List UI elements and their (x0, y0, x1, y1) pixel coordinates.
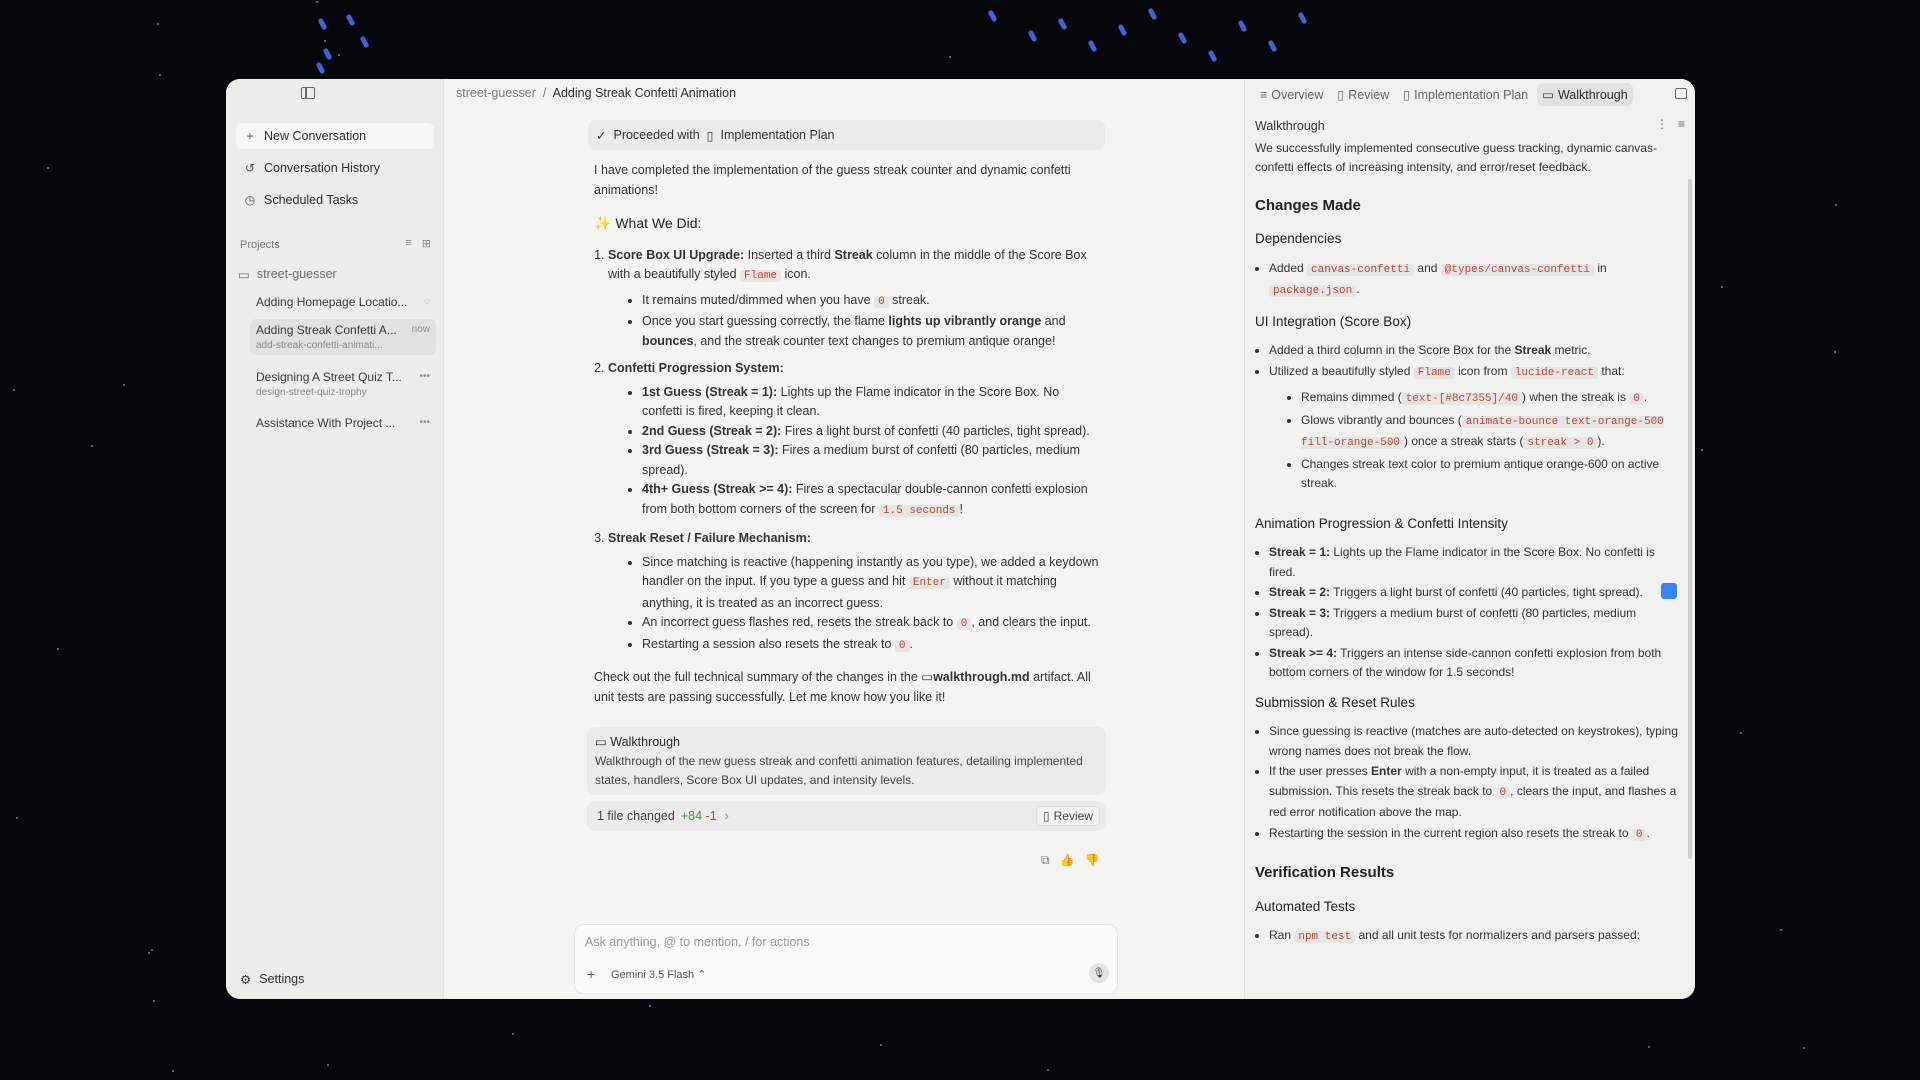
intro-text: I have completed the implementation of the guess streak counter and dynamic confetti animations! (594, 163, 1071, 197)
light-streak (322, 48, 332, 61)
files-changed-bar[interactable] (587, 801, 1106, 831)
star (324, 40, 326, 42)
list-item: • Changes streak text color to premium antique orange-600 on active streak. (1301, 455, 1681, 494)
breadcrumb-separator: / (542, 86, 547, 100)
more-icon[interactable]: ••• (419, 417, 430, 428)
loading-spinner-icon: ◌ (424, 296, 430, 307)
tab-review[interactable]: ▯ Review (1337, 87, 1390, 102)
list-icon: ≡ (1260, 87, 1268, 102)
section-heading: ✨ What We Did: (594, 215, 702, 231)
list-item: • Glows vibrantly and bounces ( animate-bounce text-orange-500 fill-orange-500 ) once a streak starts ( streak > 0 ). (1301, 411, 1681, 454)
star (153, 1000, 155, 1002)
star (327, 1064, 329, 1066)
scrollbar[interactable] (1688, 179, 1692, 859)
light-streak (345, 14, 355, 27)
add-attachment-icon[interactable]: + (587, 966, 596, 982)
star (91, 445, 93, 447)
new-conversation-label: New Conversation (264, 129, 367, 143)
star (1701, 449, 1703, 451)
chevron-right-icon: › (724, 809, 729, 823)
sidebar (226, 79, 444, 999)
subsection-heading: Automated Tests (1255, 898, 1356, 914)
subsection-heading: UI Integration (Score Box) (1255, 313, 1412, 329)
light-streak (1147, 8, 1157, 21)
light-streak (1177, 32, 1187, 45)
list-item: • Streak = 2: Triggers a light burst of confetti (40 particles, tight spread). (1269, 583, 1681, 603)
comment-icon[interactable] (1661, 583, 1677, 599)
scheduled-label: Scheduled Tasks (264, 193, 359, 207)
scheduled-tasks-button[interactable] (236, 187, 434, 213)
list-item: • Since matching is reactive (happening instantly as you type), we added a keydown handler on the input. If you type a guess and hit Enter without it matching anything, it is treated as an incorrect guess. (642, 553, 1099, 614)
walkthrough-file-link[interactable]: walkthrough.md (933, 670, 1030, 684)
star (512, 1033, 514, 1035)
star (338, 54, 340, 56)
chat-input[interactable] (585, 935, 1085, 949)
light-streak (1087, 40, 1097, 53)
copy-icon: ▯ (1043, 809, 1050, 823)
list-item: • Once you start guessing correctly, the flame lights up vibrantly orange and bounces, and the streak counter text changes to premium antique orange! (642, 312, 1099, 351)
conversation-history-button[interactable] (236, 155, 434, 181)
list-item: • If the user presses Enter with a non-empty input, it is treated as a failed submission. This resets the streak back to 0 , clears the input, and flashes a red error notification above the map. (1269, 762, 1681, 823)
conversation-time: now (411, 324, 430, 335)
list-item: • Remains dimmed ( text-[#8c7355]/40 ) when the streak is 0 . (1301, 388, 1681, 410)
copy-icon[interactable]: ⧉ (1041, 853, 1050, 867)
composer (574, 924, 1118, 994)
conversation-title: Adding Streak Confetti A... (256, 323, 397, 337)
gear-icon: ⚙ (240, 973, 252, 987)
star (1740, 732, 1742, 734)
clock-icon: ◷ (244, 193, 256, 207)
book-icon: ▭ (595, 735, 607, 749)
conversation-title: Designing A Street Quiz T... (256, 370, 402, 384)
star (1834, 351, 1836, 353)
files-changed-label: 1 file changed (597, 809, 675, 823)
more-icon[interactable]: ••• (419, 371, 430, 382)
deletions-count: -1 (705, 809, 717, 823)
list-item: • 4th+ Guess (Streak >= 4): Fires a spectacular double-cannon confetti explosion from both bottom corners of the screen for 1.5 seconds ! (642, 480, 1099, 521)
list-item: 2. Confetti Progression System: • 1st Guess (Streak = 1): Lights up the Flame indicator in the Score Box. No confetti is fired, keeping it clean. • 2nd Guess (Streak = 2): Fires a light burst of confetti (40 particles, tight spread). • 3rd Guess (Streak = 3): Fires a medium burst of confetti (80 particles, medium spread). • 4th+ Guess (Streak >= 4): Fires a spectacular double-cannon confetti explosion from both bottom corners of the screen for 1.5 seconds ! (608, 359, 1099, 521)
thumbs-up-icon[interactable]: 👍 (1059, 853, 1075, 867)
star (151, 949, 153, 951)
light-streak (987, 10, 997, 23)
star (1803, 1047, 1805, 1049)
chat-panel (444, 79, 1244, 999)
book-icon: ▭ (1542, 88, 1554, 102)
folder-icon: ▭ (238, 268, 250, 282)
breadcrumb-project[interactable]: street-guesser (456, 86, 536, 100)
list-item: 3. Streak Reset / Failure Mechanism: • Since matching is reactive (happening instantly as you type), we added a keydown handler on the input. If you type a guess and hit Enter without it matching anything, it is treated as an incorrect guess. • An incorrect guess flashes red, resets the streak back to 0 , and clears the input. • Restarting a session also resets the streak to 0 . (608, 529, 1099, 656)
light-streak (317, 18, 327, 31)
star (1721, 286, 1723, 288)
panel-title: Walkthrough (1255, 119, 1325, 133)
star (1835, 204, 1837, 206)
conversation-item-active[interactable] (250, 319, 436, 355)
walkthrough-content[interactable] (1255, 131, 1681, 999)
outline-icon[interactable]: ≡ (1677, 117, 1685, 131)
microphone-icon[interactable]: 🎙 (1089, 963, 1109, 983)
star (16, 817, 18, 819)
app-window (226, 79, 1695, 999)
file-icon: ▯ (1403, 88, 1411, 102)
tab-overview[interactable]: ≡ Overview (1260, 87, 1324, 102)
chevron-up-icon: ⌃ (697, 969, 707, 981)
projects-label: Projects (240, 239, 280, 251)
more-vertical-icon[interactable]: ⋮ (1655, 117, 1668, 131)
walkthrough-artifact-card[interactable] (587, 727, 1106, 795)
additions-count: +84 (680, 809, 703, 823)
star (148, 952, 150, 954)
list-item: • Ran npm test and all unit tests for normalizers and parsers passed: (1269, 926, 1681, 948)
review-label: Review (1053, 809, 1093, 823)
conversation-slug: add-streak-confetti-animati... (256, 340, 383, 351)
list-item: • Streak >= 4: Triggers an intense side-cannon confetti explosion from both bottom corners of the window for 1.5 seconds! (1269, 644, 1681, 683)
light-streak (1117, 24, 1127, 37)
message-actions (1041, 853, 1099, 868)
light-streak (1207, 50, 1217, 63)
list-item: • Since guessing is reactive (matches are auto-detected on keystrokes), typing wrong names does not break the flow. (1269, 722, 1681, 761)
list-item: • Added a third column in the Score Box for the Streak metric. (1269, 341, 1681, 361)
proceeded-text: Proceeded with (613, 128, 700, 142)
light-streak (1267, 40, 1277, 53)
conversation-item[interactable] (250, 366, 436, 402)
panel-toggle-icon[interactable] (1675, 88, 1687, 99)
history-icon: ↺ (244, 161, 256, 175)
tab-walkthrough[interactable]: ▭ Walkthrough (1537, 83, 1633, 106)
light-streak (315, 62, 325, 75)
proceeded-banner[interactable] (588, 120, 1105, 150)
list-item: • Added canvas-confetti and @types/canvas-confetti in package.json . (1269, 259, 1681, 302)
star (1047, 1069, 1049, 1071)
tab-implementation-plan[interactable]: ▯ Implementation Plan (1403, 87, 1529, 102)
document-heading (1255, 131, 1681, 133)
star (123, 384, 125, 386)
subsection-heading: Animation Progression & Confetti Intensity (1255, 515, 1508, 531)
file-icon: ▭ (921, 670, 934, 684)
list-item: • 2nd Guess (Streak = 2): Fires a light burst of confetti (40 particles, tight spread). (642, 422, 1099, 442)
project-street-guesser[interactable] (238, 267, 337, 282)
section-heading: Verification Results (1255, 864, 1395, 881)
star (13, 389, 15, 391)
light-streak (1057, 18, 1067, 31)
section-heading: Changes Made (1255, 196, 1361, 214)
star (649, 1005, 651, 1007)
subsection-heading: Submission & Reset Rules (1255, 694, 1415, 710)
star (1780, 929, 1782, 931)
card-description: Walkthrough of the new guess streak and confetti animation features, detailing implemented states, handlers, Score Box UI updates, and intensity levels. (595, 754, 1083, 787)
artifact-tabs (1255, 83, 1633, 106)
list-item: • Restarting a session also resets the streak to 0 . (642, 635, 1099, 657)
list-item: • Streak = 3: Triggers a medium burst of confetti (80 particles, medium spread). (1269, 604, 1681, 643)
list-item: • Utilized a beautifully styled Flame icon from lucide-react that: • Remains dimmed ( text-[#8c7355]/40 ) when the streak is 0 . • Glows vibrantly and bounces ( animate-bounce text-orange-500 fill-orange-500 ) once a streak starts ( streak > 0 ). • Changes streak text color to premium antique orange-600 on active streak. (1269, 362, 1681, 494)
star (47, 167, 49, 169)
filter-icon[interactable]: ≡ (405, 237, 412, 249)
light-streak (1027, 30, 1037, 43)
thumbs-down-icon[interactable]: 👎 (1084, 853, 1100, 867)
review-button[interactable] (1036, 806, 1100, 826)
list-item: • 3rd Guess (Streak = 3): Fires a medium burst of confetti (80 particles, medium spread). (642, 441, 1099, 480)
assistant-message (594, 161, 1099, 715)
list-item: • An incorrect guess flashes red, resets the streak back to 0 , and clears the input. (642, 613, 1099, 635)
conversation-title: Assistance With Project ... (256, 416, 396, 430)
review-icon: ▯ (1337, 88, 1345, 102)
sparkle-icon: ✨ (594, 215, 612, 231)
breadcrumb-title: Adding Streak Confetti Animation (552, 86, 737, 100)
breadcrumb (456, 86, 736, 100)
sidebar-toggle-icon[interactable] (301, 87, 315, 99)
new-conversation-button[interactable] (236, 123, 434, 149)
file-icon: ▯ (706, 128, 714, 143)
conversation-slug: design-street-quiz-trophy (256, 387, 367, 398)
list-item: • 1st Guess (Streak = 1): Lights up the Flame indicator in the Score Box. No confetti is fired, keeping it clean. (642, 383, 1099, 422)
light-streak (359, 36, 369, 49)
summary-text: We successfully implemented consecutive guess tracking, dynamic canvas-confetti effects of increasing intensity, and error/reset feedback. (1255, 140, 1657, 174)
star (57, 648, 59, 650)
star (316, 1, 318, 3)
settings-button[interactable] (240, 972, 304, 987)
project-name: street-guesser (256, 267, 337, 281)
artifact-panel (1244, 79, 1695, 999)
star (1648, 1046, 1650, 1048)
card-title: Walkthrough (610, 735, 681, 749)
list-item: • Restarting the session in the current region also resets the streak to 0 . (1269, 824, 1681, 846)
outro-text: Check out the full technical summary of the changes in the ▭walkthrough.md artifact. All unit tests are passing successfully. Let me know how you like it! (594, 670, 1091, 704)
star (159, 74, 161, 76)
conversation-item[interactable] (250, 291, 436, 313)
star (172, 1070, 174, 1072)
conversation-title: Adding Homepage Locatio... (256, 295, 408, 309)
list-item: 1. Score Box UI Upgrade: Inserted a third Streak column in the middle of the Score Box with a beautifully styled Flame icon. • It remains muted/dimmed when you have 0 streak. • Once you start guessing correctly, the flame lights up vibrantly orange and bounces, and the streak counter text changes to premium antique orange! (608, 246, 1099, 352)
star (949, 56, 951, 58)
new-folder-icon[interactable]: ⊞ (421, 238, 431, 250)
model-selector[interactable]: Gemini 3.5 Flash ⌃ (611, 969, 707, 981)
settings-label: Settings (259, 972, 305, 986)
plus-icon: + (246, 129, 254, 143)
history-label: Conversation History (264, 161, 381, 175)
light-streak (1297, 12, 1307, 25)
proceeded-artifact: Implementation Plan (720, 128, 835, 142)
list-item: • It remains muted/dimmed when you have 0 streak. (642, 291, 1099, 313)
subsection-heading: Dependencies (1255, 231, 1342, 246)
star (880, 1044, 882, 1046)
check-circle-icon: ✓ (596, 128, 607, 143)
list-item: • Streak = 1: Lights up the Flame indicator in the Score Box. No confetti is fired. (1269, 543, 1681, 582)
conversation-item[interactable] (250, 412, 436, 434)
star (157, 23, 159, 25)
light-streak (1237, 20, 1247, 33)
